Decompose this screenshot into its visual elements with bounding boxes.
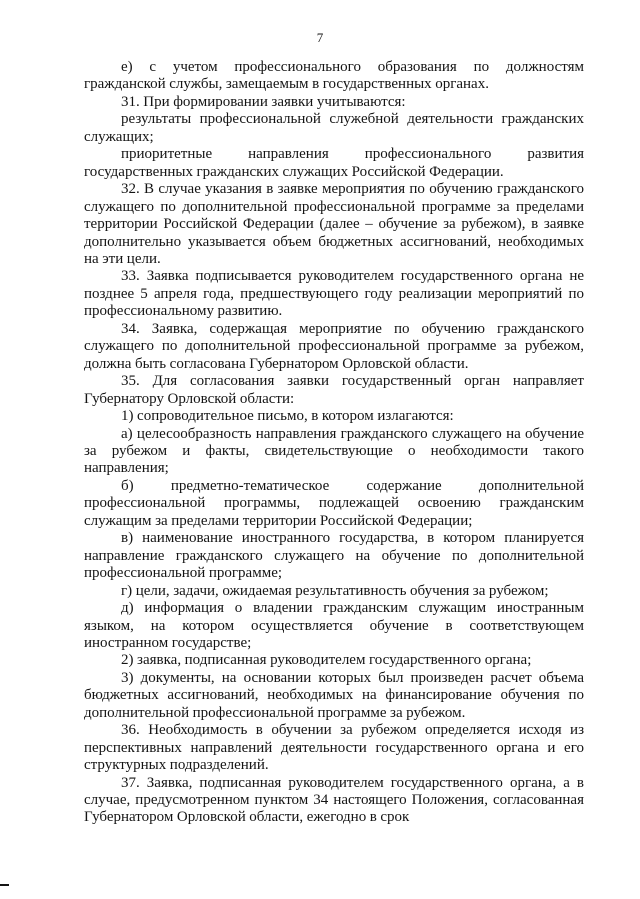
clause-35-item-d: д) информация о владении гражданским служащим иностранным языком, на котором осуществляется обучение в соответствующем иностранном государстве; xyxy=(84,600,584,651)
clause-31: 31. При формировании заявки учитываются: xyxy=(121,93,406,110)
clause-35-item-1: 1) сопроводительное письмо, в котором излагаются: xyxy=(121,408,454,425)
clause-35-item-2: 2) заявка, подписанная руководителем государственного органа; xyxy=(121,652,532,669)
clause-31-priorities: приоритетные направления профессионального развития государственных гражданских служащих Российской Федерации. xyxy=(84,146,584,180)
clause-35-item-a: а) целесообразность направления гражданского служащего на обучение за рубежом и факты, свидетельствующие о необходимости такого направления; xyxy=(84,425,584,477)
item-e-education: е) с учетом профессионального образования по должностям гражданской службы, замещаемым в государственных органах. xyxy=(84,59,584,93)
document-body xyxy=(84,59,584,827)
clause-35-item-g: г) цели, задачи, ожидаемая результативность обучения за рубежом; xyxy=(121,582,549,599)
clause-36: 36. Необходимость в обучении за рубежом определяется исходя из перспективных направлений деятельности государственного органа и его структурных подразделений. xyxy=(84,722,584,774)
clause-34: 34. Заявка, содержащая мероприятие по обучению гражданского служащего по дополнительной профессиональной программе за рубежом, должна быть согласована Губернатором Орловской области. xyxy=(84,320,584,372)
clause-35-item-b: б) предметно-тематическое содержание дополнительной профессиональной программы, подлежащей освоению гражданским служащим за пределами территории Российской Федерации; xyxy=(84,477,584,529)
clause-32: 32. В случае указания в заявке мероприятия по обучению гражданского служащего по дополнительной профессиональной программе за пределами территории Российской Федерации (далее – обучение за рубежом), в заявке дополнительно указывается объем бюджетных ассигнований, необходимых на эти цели. xyxy=(84,181,584,267)
clause-37: 37. Заявка, подписанная руководителем государственного органа, а в случае, предусмотренном пунктом 34 настоящего Положения, согласованная Губернатором Орловской области, ежегодно в срок xyxy=(84,774,584,826)
clause-33: 33. Заявка подписывается руководителем государственного органа не позднее 5 апреля года, предшествующего году реализации мероприятий по профессиональному развитию. xyxy=(84,268,584,320)
clause-35-item-3: 3) документы, на основании которых был произведен расчет объема бюджетных ассигнований, необходимых на финансирование обучения по дополнительной профессиональной программе за рубежом. xyxy=(84,669,584,721)
clause-35-item-v: в) наименование иностранного государства, в котором планируется направление гражданского служащего на обучение по дополнительной профессиональной программе; xyxy=(84,530,584,582)
clause-31-results: результаты профессиональной служебной деятельности гражданских служащих; xyxy=(84,111,584,145)
margin-mark xyxy=(0,884,9,886)
clause-35: 35. Для согласования заявки государственный орган направляет Губернатору Орловской области: xyxy=(84,373,584,407)
page-number: 7 xyxy=(316,30,324,45)
